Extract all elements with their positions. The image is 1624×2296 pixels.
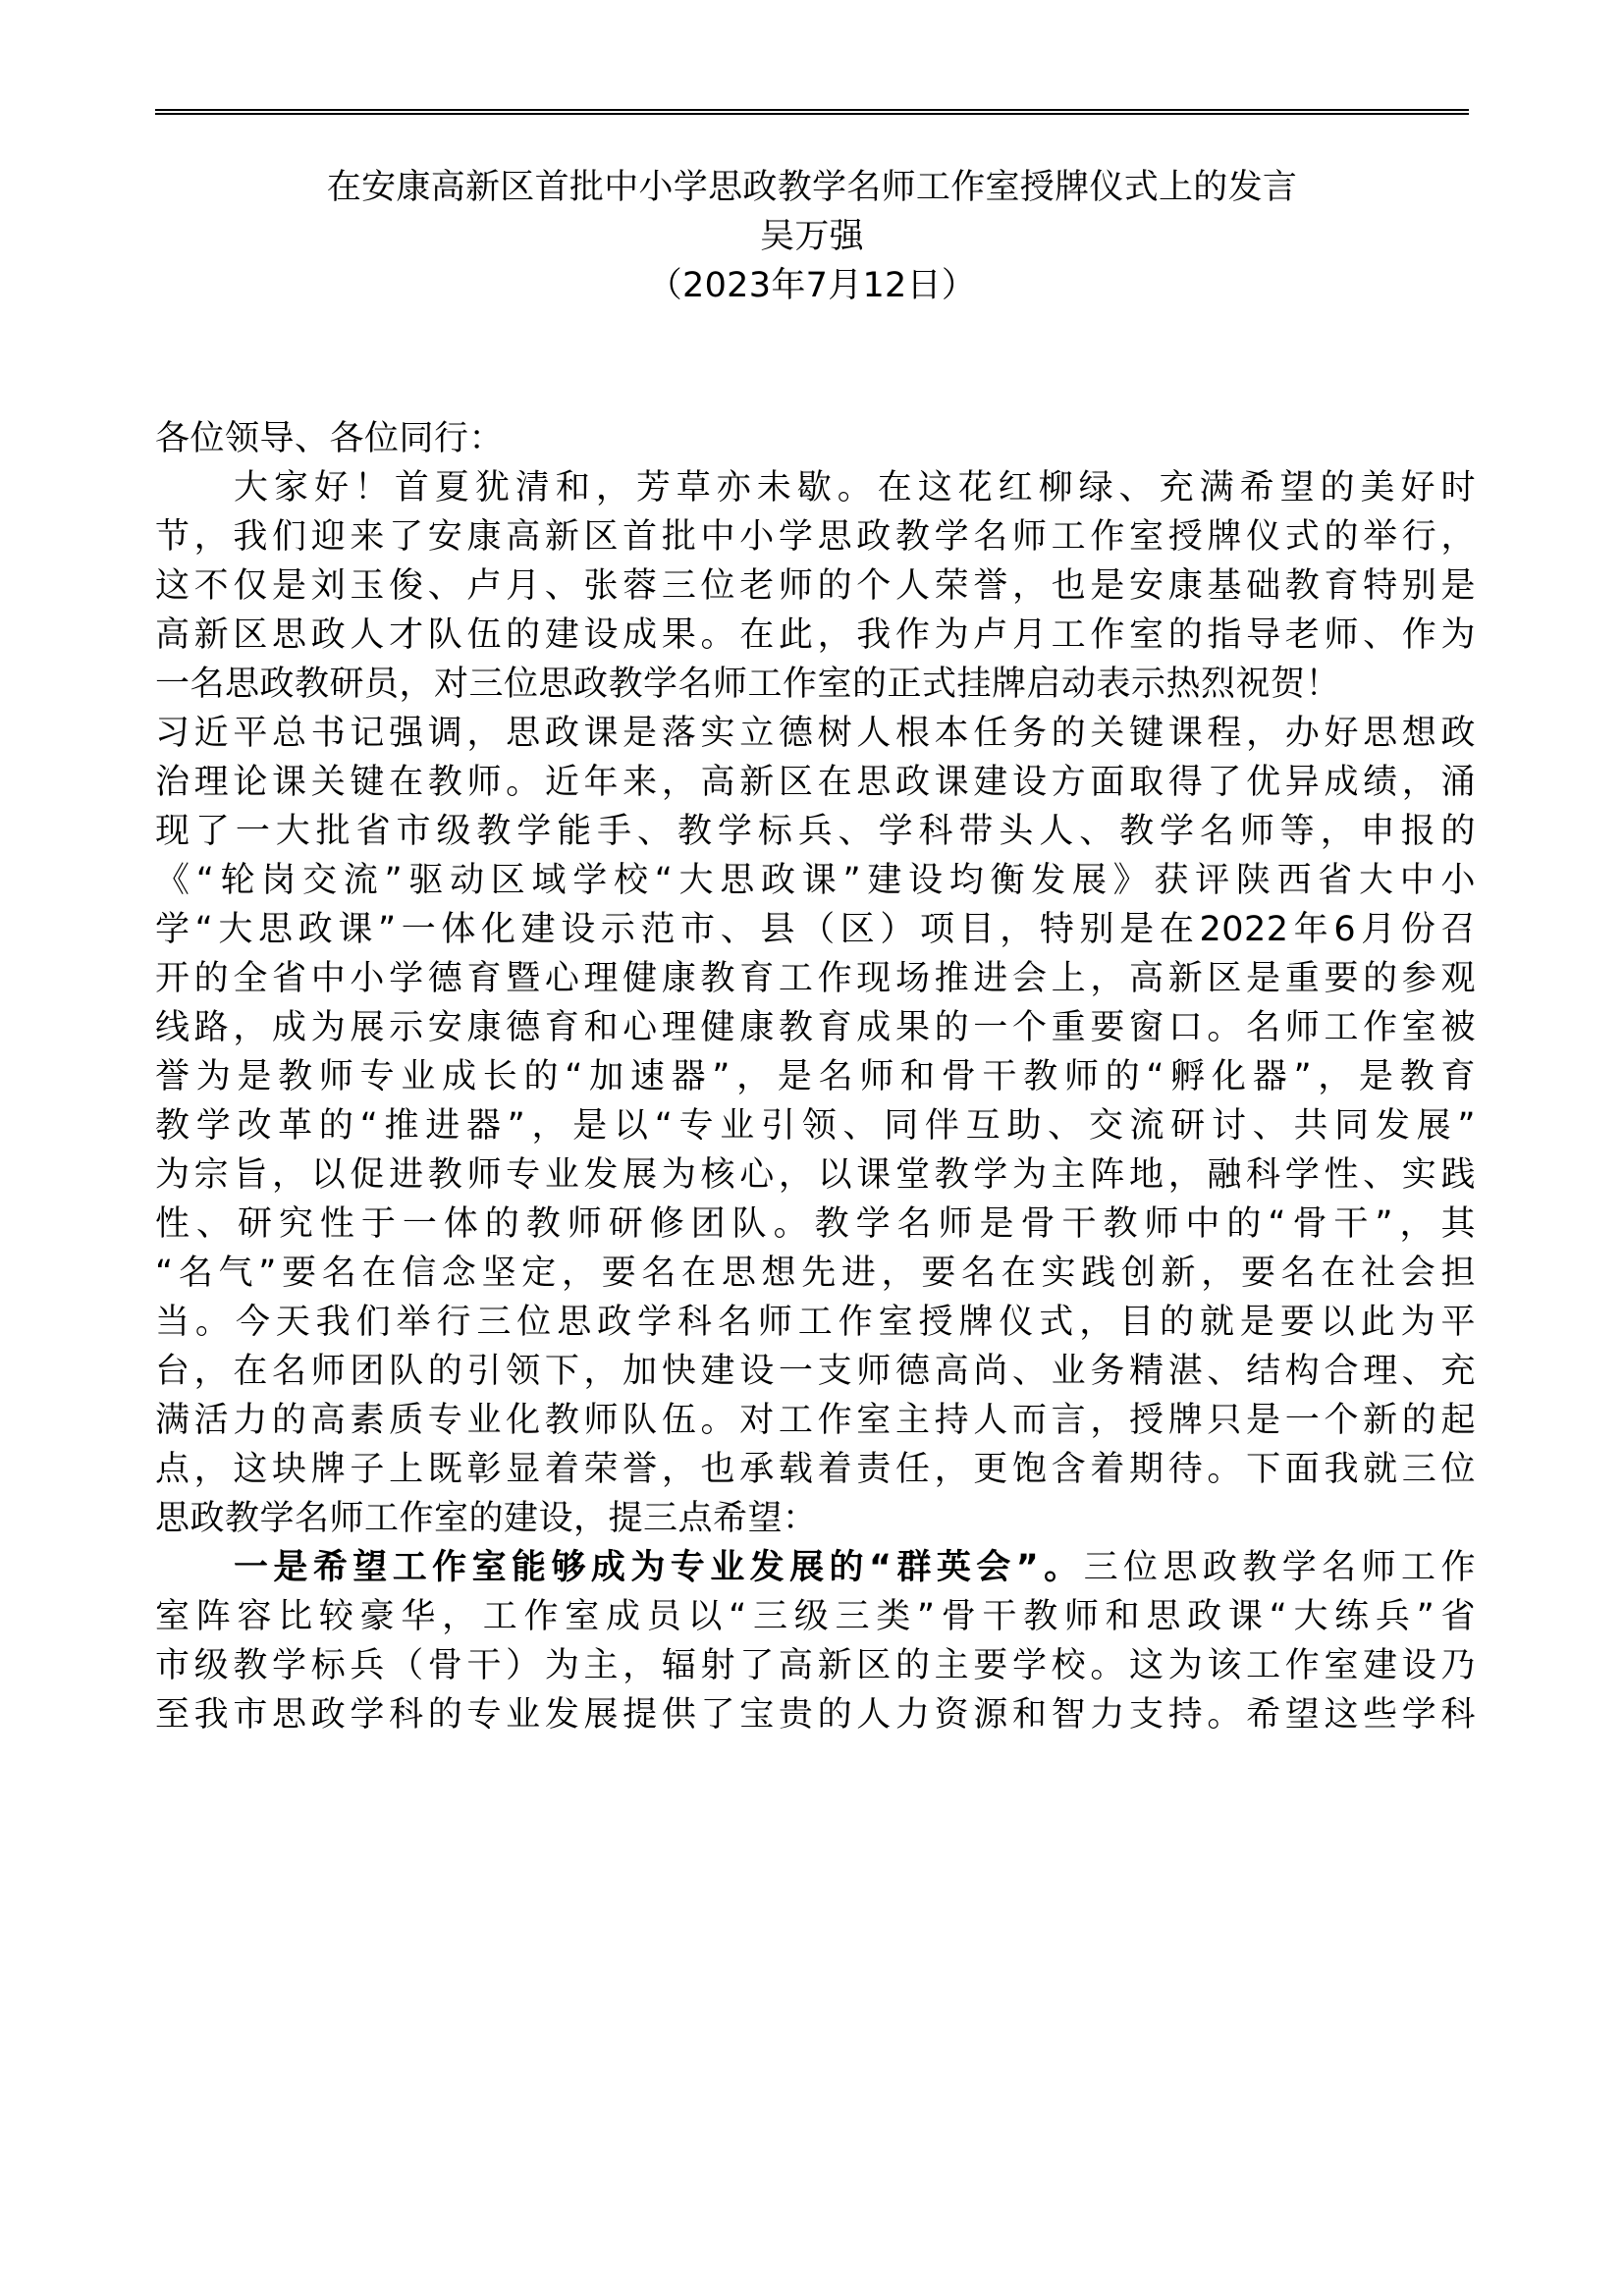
paragraph-background [155, 709, 1476, 1543]
title-block [155, 163, 1469, 310]
paragraph-greeting [155, 463, 1476, 709]
text-line: 思政教学名师工作室的建设，提三点希望： [155, 1499, 818, 1538]
text-line [155, 1543, 1476, 1592]
text-line: 至我市思政学科的专业发展提供了宝贵的人力资源和智力支持。希望这些学科 [155, 1695, 1476, 1735]
text-line: 现了一大批省市级教学能手、教学标兵、学科带头人、教学名师等，申报的 [155, 812, 1476, 851]
text-line: 这不仅是刘玉俊、卢月、张蓉三位老师的个人荣誉，也是安康基础教育特别是 [155, 566, 1476, 606]
text-line: 满活力的高素质专业化教师队伍。对工作室主持人而言，授牌只是一个新的起 [155, 1401, 1476, 1440]
hope-one-heading: 一是希望工作室能够成为专业发展的“群英会”。 [234, 1548, 1084, 1587]
text-line: 节，我们迎来了安康高新区首批中小学思政教学名师工作室授牌仪式的举行， [155, 517, 1476, 557]
text-line: 大家好！首夏犹清和，芳草亦未歇。在这花红柳绿、充满希望的美好时 [234, 468, 1476, 507]
text-line: 习近平总书记强调，思政课是落实立德树人根本任务的关键课程，办好思想政 [155, 714, 1476, 753]
text-line: “名气”要名在信念坚定，要名在思想先进，要名在实践创新，要名在社会担 [155, 1254, 1476, 1293]
text-line: 教学改革的“推进器”，是以“专业引领、同伴互助、交流研讨、共同发展” [155, 1106, 1476, 1146]
text-line: 市级教学标兵（骨干）为主，辐射了高新区的主要学校。这为该工作室建设乃 [155, 1646, 1476, 1685]
text-line: 室阵容比较豪华，工作室成员以“三级三类”骨干教师和思政课“大练兵”省 [155, 1597, 1476, 1636]
paragraph-hope-one [155, 1543, 1476, 1739]
text-line: 开的全省中小学德育暨心理健康教育工作现场推进会上，高新区是重要的参观 [155, 959, 1476, 998]
text-line: 《“轮岗交流”驱动区域学校“大思政课”建设均衡发展》获评陕西省大中小 [155, 861, 1476, 900]
text-line: 高新区思政人才队伍的建设成果。在此，我作为卢月工作室的指导老师、作为 [155, 615, 1476, 655]
speech-body [155, 414, 1476, 1739]
hope-one-text: 三位思政教学名师工作 [1083, 1548, 1476, 1587]
text-line: 点，这块牌子上既彰显着荣誉，也承载着责任，更饱含着期待。下面我就三位 [155, 1450, 1476, 1489]
text-line: 性、研究性于一体的教师研修团队。教学名师是骨干教师中的“骨干”，其 [155, 1204, 1476, 1244]
text-line: 誉为是教师专业成长的“加速器”，是名师和骨干教师的“孵化器”，是教育 [155, 1057, 1476, 1096]
text-line: 学“大思政课”一体化建设示范市、县（区）项目，特别是在2022年6月份召 [155, 910, 1476, 949]
text-line: 为宗旨，以促进教师专业发展为核心，以课堂教学为主阵地，融科学性、实践 [155, 1155, 1476, 1195]
speech-date: （2023年7月12日） [647, 266, 977, 305]
text-line: 一名思政教研员，对三位思政教学名师工作室的正式挂牌启动表示热烈祝贺！ [155, 665, 1341, 704]
salutation: 各位领导、各位同行： [155, 419, 505, 458]
text-line: 当。今天我们举行三位思政学科名师工作室授牌仪式，目的就是要以此为平 [155, 1303, 1476, 1342]
text-line: 线路，成为展示安康德育和心理健康教育成果的一个重要窗口。名师工作室被 [155, 1008, 1476, 1047]
header-double-rule [155, 109, 1469, 115]
speaker-name: 吴万强 [760, 217, 864, 256]
text-line: 台，在名师团队的引领下，加快建设一支师德高尚、业务精湛、结构合理、充 [155, 1352, 1476, 1391]
speech-title: 在安康高新区首批中小学思政教学名师工作室授牌仪式上的发言 [326, 168, 1298, 207]
text-line: 治理论课关键在教师。近年来，高新区在思政课建设方面取得了优异成绩，涌 [155, 763, 1476, 802]
